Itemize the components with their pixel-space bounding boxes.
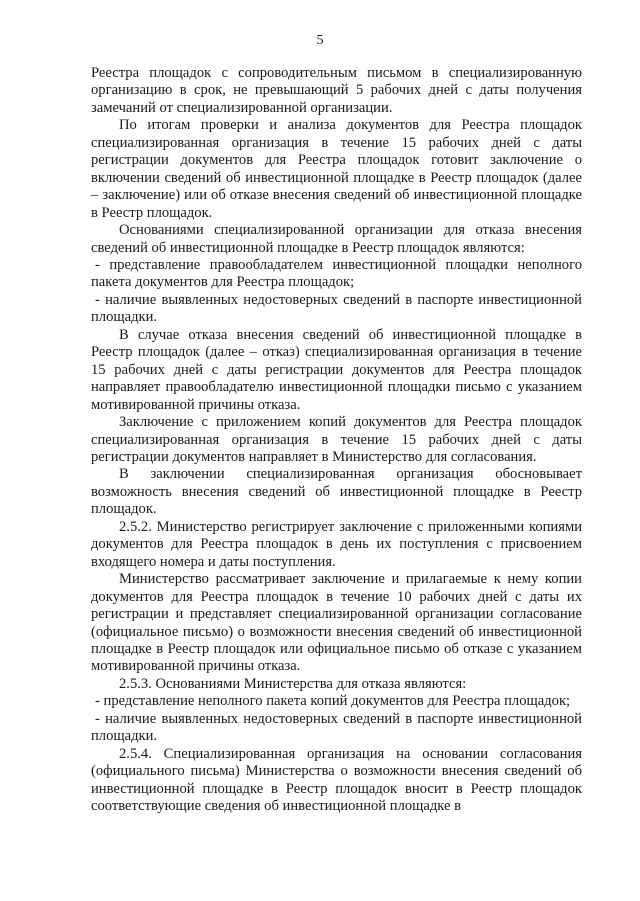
paragraph: - представление правообладателем инвестиционной площадки неполного пакета документов для Реестра площадок; bbox=[91, 256, 582, 291]
paragraph: 2.5.4. Специализированная организация на основании согласования (официального письма) Министерства о возможности внесения сведений об инвестиционной площадке в Реестр площадок вносит в Реестр площадок соответствующие сведения об инвестиционной площадке в bbox=[91, 745, 582, 815]
paragraph: Министерство рассматривает заключение и прилагаемые к нему копии документов для Реестра площадок в течение 10 рабочих дней с даты их регистрации и представляет специализированной организации согласование (официальное письмо) о возможности внесения сведений об инвестиционной площадке в Реестр площадок или официальное письмо об отказе с указанием мотивированной причины отказа. bbox=[91, 571, 582, 675]
paragraph: Заключение с приложением копий документов для Реестра площадок специализированная организация в течение 15 рабочих дней с даты регистрации документов направляет в Министерство для согласования. bbox=[91, 414, 582, 465]
paragraph: - наличие выявленных недостоверных сведений в паспорте инвестиционной площадки. bbox=[91, 710, 582, 745]
paragraph: - представление неполного пакета копий документов для Реестра площадок; bbox=[95, 693, 571, 710]
paragraph: По итогам проверки и анализа документов для Реестра площадок специализированная организация в течение 15 рабочих дней с даты регистрации документов для Реестра площадок готовит заключение о включении сведений об инвестиционной площадке в Реестр площадок (далее – заключение) или об отказе внесения сведений об инвестиционной площадке в Реестр площадок. bbox=[91, 117, 582, 221]
paragraph: Основаниями специализированной организации для отказа внесения сведений об инвестиционной площадке в Реестр площадок являются: bbox=[91, 222, 582, 256]
paragraph: 2.5.3. Основаниями Министерства для отказа являются: bbox=[119, 675, 467, 692]
document-body bbox=[91, 65, 582, 815]
page-number: 5 bbox=[316, 33, 324, 48]
paragraph: В случае отказа внесения сведений об инвестиционной площадке в Реестр площадок (далее – отказ) специализированная организация в течение 15 рабочих дней с даты регистрации документов для Реестра площадок направляет правообладателю инвестиционной площадки письмо с указанием мотивированной причины отказа. bbox=[91, 326, 582, 413]
paragraph: - наличие выявленных недостоверных сведений в паспорте инвестиционной площадки. bbox=[91, 291, 582, 326]
paragraph: В заключении специализированная организация обосновывает возможность внесения сведений об инвестиционной площадке в Реестр площадок. bbox=[91, 466, 582, 518]
paragraph: 2.5.2. Министерство регистрирует заключение с приложенными копиями документов для Реестра площадок в день их поступления с присвоением входящего номера и даты поступления. bbox=[91, 518, 582, 570]
paragraph: Реестра площадок с сопроводительным письмом в специализированную организацию в срок, не превышающий 5 рабочих дней с даты получения замечаний от специализированной организации. bbox=[91, 65, 582, 116]
